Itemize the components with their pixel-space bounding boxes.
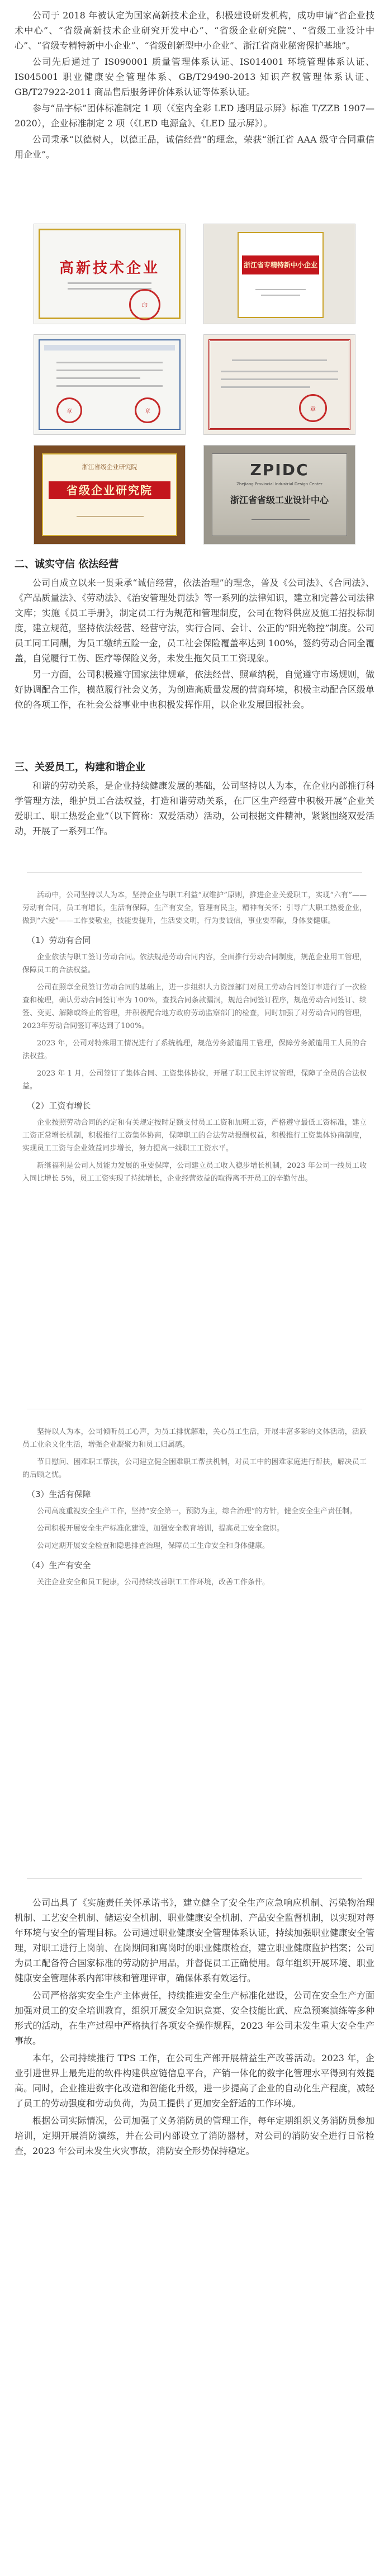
report-paragraph: 2023 年，公司对特殊用工情况进行了系统梳理，规范劳务派遣用工管理，保障劳务派遣用工人员的合法权益。 (22, 1039, 367, 1060)
plaque-header: 浙江省级企业研究院 (82, 463, 137, 471)
plaque-text-line (261, 295, 300, 296)
report-subheading: （1）劳动有合同 (27, 935, 91, 945)
report-paragraph: 公司高度重视安全生产工作，坚持“安全第一，预防为主，综合治理”的方针，健全安全生产责任制。 (37, 1507, 357, 1516)
report-paragraph: 公司在照章全员签订劳动合同的基础上，进一步组织人力资源部门对员工劳动合同签订率进行了一次检查和梳理，确认劳动合同签订率为 100%，查找合同条款漏洞，规范合同签订程序，规范劳动合同签订、续签、变更、解除或终止的管理，并积极配合地方政府劳动监察部门的检查，同时加强了对劳动合同的管理，2023年劳动合同签订率达到了100%。 (22, 983, 367, 1030)
certificate-text-line (221, 386, 310, 388)
section-paragraph: 本年，公司持续推行 TPS 工作，在公司生产部开展精益生产改善活动。2023 年，企业引进世界上最先进的软件构建供应链信息平台，产销一体化的数字化管理水平得到有效提高。同时，企业推进数字化改造和智能化升级，进一步提高了企业的自动化生产程度，减轻了员工的劳动强度和劳动负荷，为员工提供了更加安全舒适的工作环境。 (15, 2053, 374, 2109)
certificate-header-band (44, 345, 175, 351)
certificate-text-line (56, 385, 163, 387)
plaque-frame (238, 232, 324, 318)
certificate-text-line (68, 288, 151, 290)
seal-icon: 章 (56, 397, 82, 423)
certificate-text-line (68, 282, 151, 284)
plaque-text-line (77, 516, 144, 517)
certificate-image (34, 445, 186, 544)
report-paragraph: 新继福利是公司人员能力发展的重要保障，公司建立员工收入稳步增长机制，2023 年公司一线员工收入同比增长 5%，员工工资实现了持续增长，企业经营效益的取得离不开员工的辛勤付出。 (22, 1162, 367, 1183)
divider (27, 1878, 362, 1879)
report-paragraph: 关注企业安全和员工健康，公司持续改善职工工作环境，改善工作条件。 (37, 1578, 270, 1587)
plaque-frame (42, 453, 177, 536)
section-heading: 三、关爱员工，构建和谐企业 (15, 761, 145, 773)
section-paragraph: 和谐的劳动关系，是企业持续健康发展的基础，公司坚持以人为本，在企业内部推行科学管理方法，维护员工合法权益，打造和谐劳动关系，在厂区生产经营中积极开展“企业关爱职工、职工热爱企业”（以下简称：双爱活动）活动，公司根据文件精神，紧紧围绕双爱活动，开展了一系列工作。 (15, 780, 374, 836)
embedded-report-text (0, 1426, 389, 1589)
report-paragraph: 企业依法与职工签订劳动合同。依法规范劳动合同内容，全面推行劳动合同制度，规范企业用工管理，保障员工的合法权益。 (22, 953, 367, 974)
report-paragraph: 公司定期开展安全检查和隐患排查治理，保障员工生命安全和身体健康。 (37, 1542, 270, 1550)
certificate-text-line (221, 378, 338, 380)
certificate-image (203, 224, 355, 324)
section-care (0, 759, 389, 839)
certificate-text-line (56, 362, 163, 363)
section-integrity (0, 556, 389, 712)
seal-icon: 章 (299, 394, 327, 422)
intro-paragraph: 参与“品字标”团体标准制定 1 项（《室内全彩 LED 透明显示屏》标准 T/ZZB 1907—2020），企业标准制定 2 项（《LED 电源盒》、《LED 显示屏》）。 (15, 103, 374, 129)
section-paragraph: 根据公司实际情况，公司加强了义务消防员的管理工作，每年定期组织义务消防员参加培训，定期开展消防演练，并在公司内部设立了消防器材，对公司的消防安全进行日常检查，2023 年公司未发生火灾事故，消防安全形势保持稳定。 (15, 2115, 374, 2156)
plaque-logo: ZPIDC (250, 461, 309, 479)
certificate-image (203, 334, 355, 435)
certificate-text-line (56, 377, 140, 379)
intro-paragraph: 公司于 2018 年被认定为国家高新技术企业，积极建设研发机构，成功申请“省企业技术中心”、“省级高新技术企业研究开发中心”、“省级企业研究院”、“省级工业设计中心”、“省级专精特新中小企业”、“省级创新型中小企业”、浙江省商业秘密保护基地”。 (15, 10, 374, 51)
intro-paragraph: 公司先后通过了 IS090001 质量管理体系认证、IS014001 环境管理体系认证、IS045001 职业健康安全管理体系、GB/T29490-2013 知识产权管理体系认证、GB/T27922-2011 商品售后服务评价体系认证等体系认证。 (15, 56, 374, 97)
embedded-report-text (0, 889, 389, 1185)
certificate-text-line (232, 359, 327, 361)
seal-icon: 章 (135, 397, 160, 423)
certificate-image (34, 334, 186, 435)
certificate-text-line (221, 371, 338, 372)
section-heading: 二、诚实守信 依法经营 (15, 558, 119, 570)
report-paragraph: 节日慰问、困难职工帮扶，公司建立健全困难职工帮扶机制，对员工中的困难家庭进行帮扶，解决员工的后顾之忧。 (22, 1458, 367, 1479)
divider (27, 872, 362, 873)
section-paragraph: 公司严格落实安全生产主体责任，持续推进安全生产标准化建设，公司在安全生产方面加强对员工的安全培训教育，组织开展安全知识竞赛、安全技能比武、应急预案演练等多种形式的活动，在生产过程中严格执行各项安全操作规程，2023 年公司未发生重大安全生产事故。 (15, 1990, 374, 2046)
report-subheading: （4）生产有安全 (27, 1560, 91, 1570)
plaque-title: 省级企业研究院 (49, 481, 170, 499)
section-paragraph: 公司自成立以来一贯秉承“诚信经营，依法治理”的理念，普及《公司法》、《合同法》、《产品质量法》、《劳动法》、《治安管理处罚法》等一系列的法律知识，建立和完善公司法律文库；实施《员工手册》，制定员工行为规范和管理制度，公司在物料供应及施工招投标制度，建立规范，坚持依法经营、经营守法，实行合同、会计、公正的“阳光物控”制度。公司员工同工同酬，为员工缴纳五险一金，员工社会保险覆盖率达到 100%，签约劳动合同全覆盖，自觉履行工伤、医疗等保险义务，未发生拖欠员工工资现象。 (15, 577, 374, 664)
report-paragraph: 2023 年 1 月，公司签订了集体合同、工资集体协议，开展了职工民主评议管理，保障了全员的合法权益。 (22, 1069, 367, 1091)
intro-section (0, 8, 389, 162)
intro-paragraph: 公司秉承“以德树人，以德正品，诚信经营”的理念，荣获“浙江省 AAA 级守合同重信用企业”。 (15, 134, 374, 160)
report-paragraph: 活动中，公司坚持以人为本，坚持企业与职工利益“双维护”原则，推进企业关爱职工，实现“六有”——劳动有合同，员工有增长，生活有保障，生产有安全，管理有民主，精神有关怀；引导广大职工热爱企业，做到“六爱”——工作要敬业，技能要提升，生活要文明，行为要诚信，事业要奉献，身体要健康。 (22, 891, 367, 925)
certificate-border (208, 339, 350, 430)
closing-section (0, 1895, 389, 2158)
plaque-frame (212, 453, 347, 536)
plaque-english: Zhejiang Provincial Industrial Design Center (236, 482, 322, 486)
certificate-gallery (34, 224, 355, 545)
report-paragraph: 企业按照劳动合同的约定和有关规定按时足额支付员工工资和加班工资，严格遵守最低工资标准，建立工资正常增长机制，积极推行工资集体协商，保障职工的合法劳动报酬权益，积极推行工资集体协商制度，实现员工工资与企业效益同步增长，努力提高一线职工工资水平。 (22, 1119, 367, 1153)
report-subheading: （2）工资有增长 (27, 1101, 91, 1111)
report-paragraph: 坚持以人为本，公司倾听员工心声，为员工排忧解难，关心员工生活，开展丰富多彩的文体活动，活跃员工业余文化生活，增强企业凝聚力和员工归属感。 (22, 1428, 367, 1449)
plaque-text-line (255, 289, 306, 290)
certificate-image (203, 445, 355, 544)
section-paragraph: 另一方面，公司积极遵守国家法律规章，依法经营、照章纳税，自觉遵守市场规则，做好协调配合工作，模范履行社会义务，为创造高质量发展的营商环境，积极主动配合区级单位的各项工作，在社会公益事业中也积极发挥作用，以企业发展回报社会。 (15, 669, 374, 710)
certificate-image (34, 224, 186, 324)
seal-icon: 印 (129, 289, 160, 320)
plaque-title: 浙江省省级工业设计中心 (230, 495, 329, 505)
plaque-title: 浙江省专精特新中小企业 (242, 255, 319, 274)
report-paragraph: 公司积极开展安全生产标准化建设，加强安全教育培训，提高员工安全意识。 (37, 1524, 284, 1533)
section-paragraph: 公司出具了《实施责任关怀承诺书》，建立健全了安全生产应急响应机制、污染物治理机制、工艺安全机制、储运安全机制、职业健康安全机制、产品安全监督机制，以实现对每年环境与安全的管理目标。公司通过职业健康安全管理体系认证，持续加强职业健康安全管理，对职工进行上岗前、在岗期间和离岗时的职业健康检查，建立职业健康监护档案；公司为员工配备符合国家标准的劳动防护用品，并督促员工正确使用。每年组织开展环境、职业健康安全管理体系内部审核和管理评审，确保体系有效运行。 (15, 1897, 374, 1983)
plaque-text-line (252, 519, 310, 520)
report-subheading: （3）生活有保障 (27, 1489, 91, 1499)
certificate-title: 高新技术企业 (59, 260, 160, 277)
certificate-text-line (56, 370, 163, 371)
